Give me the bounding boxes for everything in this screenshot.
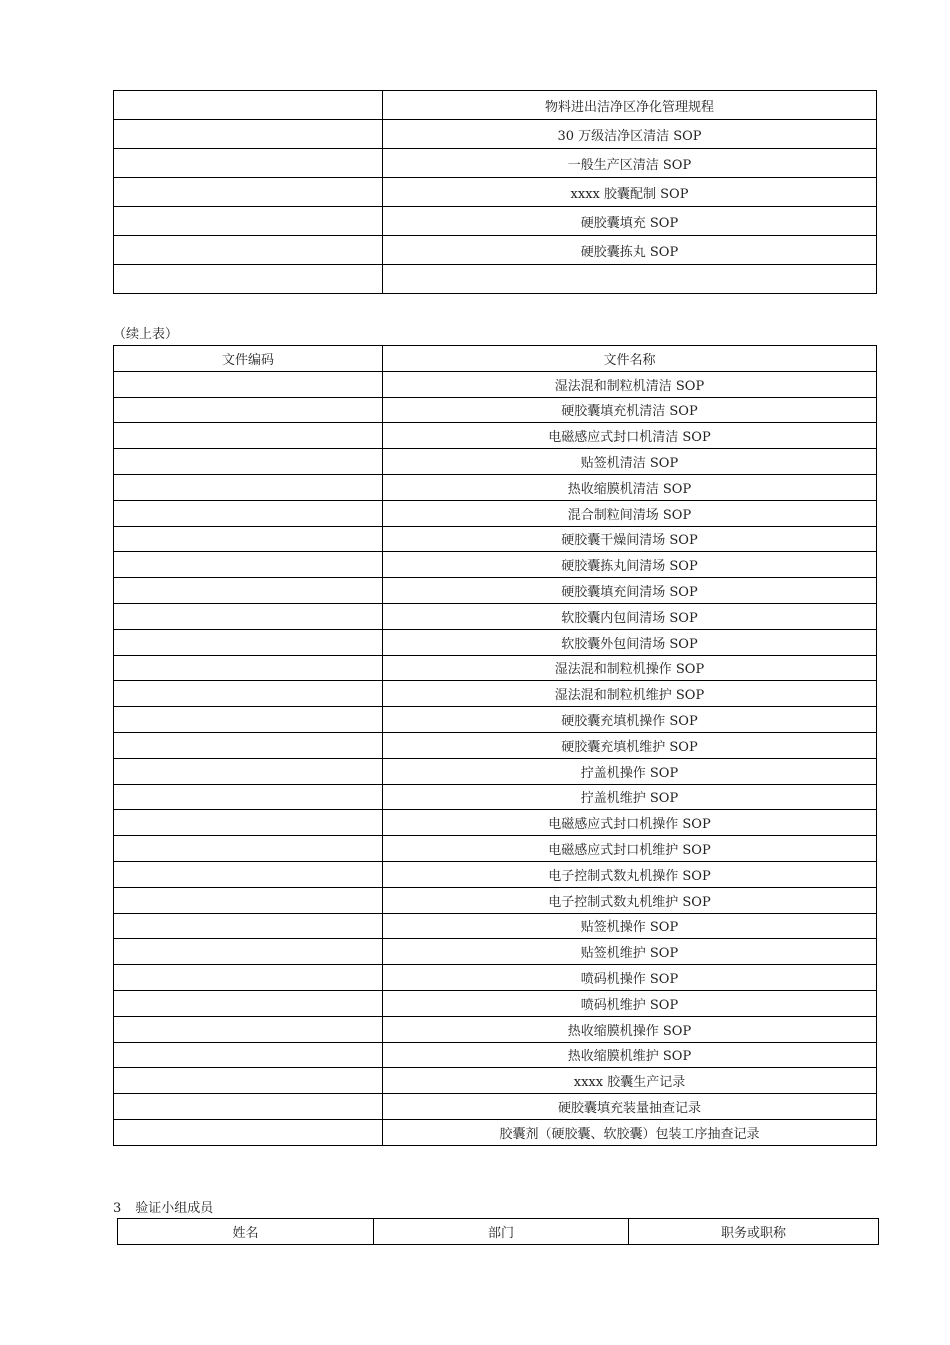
- header-name: 姓名: [118, 1219, 374, 1245]
- table-row: [114, 91, 877, 120]
- file-code-cell: [114, 1042, 383, 1068]
- file-name-cell: 热收缩膜机维护 SOP: [383, 1042, 877, 1068]
- table-row: [114, 1094, 877, 1120]
- file-name-cell: 热收缩膜机操作 SOP: [383, 1016, 877, 1042]
- file-name-cell: 硬胶囊填充装量抽查记录: [383, 1094, 877, 1120]
- table-row: [114, 861, 877, 887]
- file-name-cell: 湿法混和制粒机维护 SOP: [383, 681, 877, 707]
- table-row: [114, 397, 877, 423]
- file-code-cell: [114, 474, 383, 500]
- file-name-cell: [383, 265, 877, 294]
- table-row: [114, 1016, 877, 1042]
- file-name-cell: xxxx 胶囊配制 SOP: [383, 178, 877, 207]
- file-name-cell: 一般生产区清洁 SOP: [383, 149, 877, 178]
- file-name-cell: 胶囊剂（硬胶囊、软胶囊）包装工序抽查记录: [383, 1119, 877, 1145]
- table-header-row: [114, 346, 877, 372]
- file-code-cell: [114, 707, 383, 733]
- file-list-table-part1: [113, 90, 877, 294]
- file-name-cell: 软胶囊外包间清场 SOP: [383, 629, 877, 655]
- table-row: [114, 120, 877, 149]
- file-code-cell: [114, 1094, 383, 1120]
- file-name-cell: 电子控制式数丸机维护 SOP: [383, 887, 877, 913]
- file-code-cell: [114, 629, 383, 655]
- file-name-cell: 喷码机操作 SOP: [383, 965, 877, 991]
- file-name-cell: 贴签机清洁 SOP: [383, 449, 877, 475]
- file-code-cell: [114, 178, 383, 207]
- file-code-cell: [114, 732, 383, 758]
- file-code-cell: [114, 681, 383, 707]
- section-heading: [113, 1197, 213, 1216]
- file-code-cell: [114, 1068, 383, 1094]
- table-row: [114, 1119, 877, 1145]
- file-name-cell: 混合制粒间清场 SOP: [383, 500, 877, 526]
- file-name-cell: 硬胶囊充填机操作 SOP: [383, 707, 877, 733]
- header-file-code: 文件编码: [114, 346, 383, 372]
- file-code-cell: [114, 265, 383, 294]
- header-department: 部门: [374, 1219, 629, 1245]
- file-name-cell: 贴签机操作 SOP: [383, 913, 877, 939]
- table-row: [114, 758, 877, 784]
- table-row: [114, 500, 877, 526]
- section-number: 3: [113, 1201, 122, 1216]
- table-row: [114, 1042, 877, 1068]
- file-name-cell: 物料进出洁净区净化管理规程: [383, 91, 877, 120]
- table-row: [114, 371, 877, 397]
- file-name-cell: 贴签机维护 SOP: [383, 939, 877, 965]
- file-name-cell: 硬胶囊拣丸间清场 SOP: [383, 552, 877, 578]
- table-row: [114, 629, 877, 655]
- file-code-cell: [114, 887, 383, 913]
- table-row: [114, 965, 877, 991]
- table-row: [114, 707, 877, 733]
- file-code-cell: [114, 603, 383, 629]
- file-code-cell: [114, 913, 383, 939]
- header-position: 职务或职称: [629, 1219, 879, 1245]
- file-code-cell: [114, 810, 383, 836]
- file-code-cell: [114, 236, 383, 265]
- file-code-cell: [114, 784, 383, 810]
- file-name-cell: 电磁感应式封口机维护 SOP: [383, 836, 877, 862]
- file-name-cell: 电磁感应式封口机清洁 SOP: [383, 423, 877, 449]
- file-code-cell: [114, 552, 383, 578]
- header-file-name: 文件名称: [383, 346, 877, 372]
- table-row: [114, 207, 877, 236]
- file-name-cell: 硬胶囊充填机维护 SOP: [383, 732, 877, 758]
- file-name-cell: 热收缩膜机清洁 SOP: [383, 474, 877, 500]
- table-row: [114, 578, 877, 604]
- file-name-cell: 硬胶囊拣丸 SOP: [383, 236, 877, 265]
- file-name-cell: 硬胶囊填充 SOP: [383, 207, 877, 236]
- table1-body: [114, 91, 877, 294]
- file-name-cell: 湿法混和制粒机操作 SOP: [383, 655, 877, 681]
- table-row: [114, 423, 877, 449]
- file-code-cell: [114, 120, 383, 149]
- table-row: [114, 655, 877, 681]
- table-row: [114, 178, 877, 207]
- file-name-cell: 湿法混和制粒机清洁 SOP: [383, 371, 877, 397]
- file-code-cell: [114, 1016, 383, 1042]
- file-code-cell: [114, 655, 383, 681]
- table-row: [114, 913, 877, 939]
- file-list-table-part2: [113, 345, 877, 1146]
- file-code-cell: [114, 397, 383, 423]
- file-name-cell: 电子控制式数丸机操作 SOP: [383, 861, 877, 887]
- table-row: [114, 990, 877, 1016]
- table2-body: [114, 371, 877, 1145]
- table-row: [114, 681, 877, 707]
- table-row: [114, 449, 877, 475]
- file-code-cell: [114, 449, 383, 475]
- file-code-cell: [114, 91, 383, 120]
- file-name-cell: 软胶囊内包间清场 SOP: [383, 603, 877, 629]
- file-code-cell: [114, 965, 383, 991]
- file-name-cell: 拧盖机操作 SOP: [383, 758, 877, 784]
- table-row: [114, 836, 877, 862]
- table-row: [114, 265, 877, 294]
- file-name-cell: xxxx 胶囊生产记录: [383, 1068, 877, 1094]
- table-row: [114, 526, 877, 552]
- continued-table-note: （续上表）: [113, 327, 179, 342]
- file-code-cell: [114, 500, 383, 526]
- file-name-cell: 拧盖机维护 SOP: [383, 784, 877, 810]
- file-name-cell: 硬胶囊填充间清场 SOP: [383, 578, 877, 604]
- validation-team-table: [117, 1218, 879, 1245]
- file-code-cell: [114, 758, 383, 784]
- file-code-cell: [114, 207, 383, 236]
- table-row: [114, 732, 877, 758]
- table-row: [114, 939, 877, 965]
- file-name-cell: 电磁感应式封口机操作 SOP: [383, 810, 877, 836]
- file-code-cell: [114, 149, 383, 178]
- table-row: [114, 236, 877, 265]
- file-name-cell: 硬胶囊干燥间清场 SOP: [383, 526, 877, 552]
- table-row: [114, 552, 877, 578]
- file-name-cell: 喷码机维护 SOP: [383, 990, 877, 1016]
- file-code-cell: [114, 1119, 383, 1145]
- file-code-cell: [114, 861, 383, 887]
- file-code-cell: [114, 990, 383, 1016]
- table-row: [114, 603, 877, 629]
- file-code-cell: [114, 939, 383, 965]
- file-name-cell: 硬胶囊填充机清洁 SOP: [383, 397, 877, 423]
- table-row: [114, 149, 877, 178]
- file-code-cell: [114, 836, 383, 862]
- file-code-cell: [114, 526, 383, 552]
- file-name-cell: 30 万级洁净区清洁 SOP: [383, 120, 877, 149]
- file-code-cell: [114, 578, 383, 604]
- table-row: [114, 474, 877, 500]
- table-row: [114, 887, 877, 913]
- table-row: [114, 784, 877, 810]
- section-title: 验证小组成员: [135, 1201, 214, 1216]
- table-row: [114, 810, 877, 836]
- table-row: [114, 1068, 877, 1094]
- table-header-row: [118, 1219, 879, 1245]
- file-code-cell: [114, 423, 383, 449]
- file-code-cell: [114, 371, 383, 397]
